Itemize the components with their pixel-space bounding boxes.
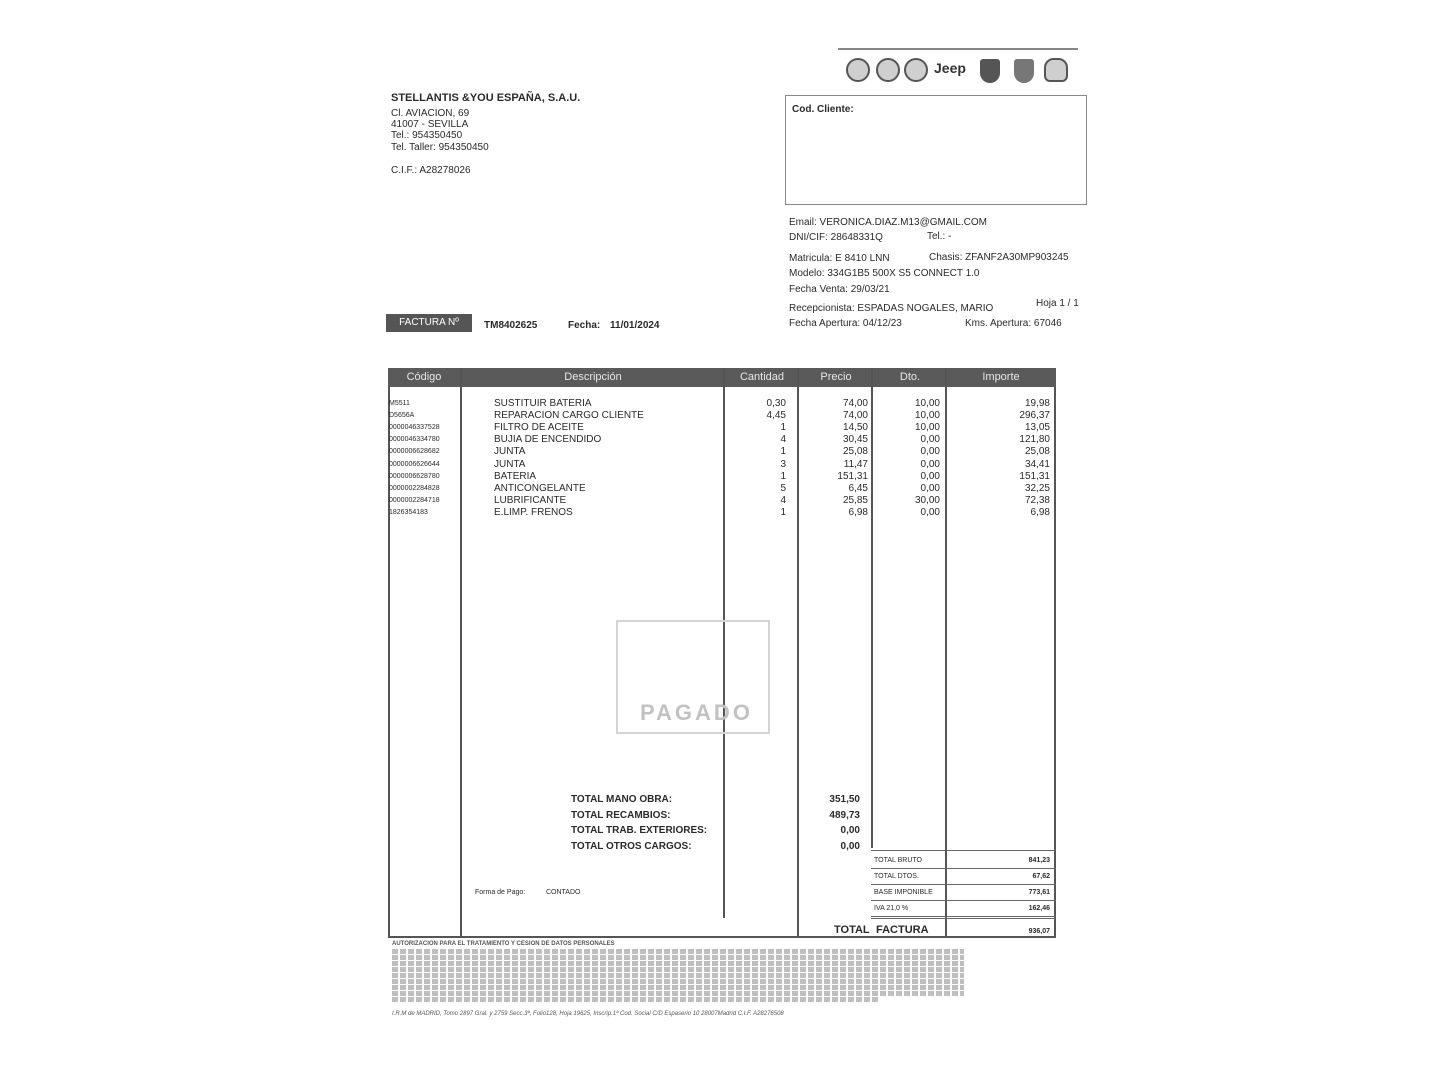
total-right-label: BASE IMPONIBLE <box>874 889 933 896</box>
cell-qty: 1 <box>780 422 786 434</box>
column-divider <box>871 368 873 848</box>
cell-amount: 296,37 <box>1019 410 1050 422</box>
column-divider <box>460 368 462 938</box>
cell-code: 0000006628780 <box>389 472 440 480</box>
payment-label: Forma de Pago: <box>475 889 526 896</box>
total-left-label: TOTAL RECAMBIOS: <box>571 809 671 821</box>
company-cif: C.I.F.: A28278026 <box>391 165 471 176</box>
total-right-value: 773,61 <box>1028 889 1050 896</box>
cell-dto: 10,00 <box>914 398 940 409</box>
company-city: 41007 - SEVILLA <box>391 119 469 130</box>
cell-amount: 72,38 <box>1024 494 1050 506</box>
total-right-label: TOTAL BRUTO <box>874 857 922 864</box>
header-descripcion: Descripción <box>564 371 622 383</box>
totals-row-divider <box>871 916 1056 917</box>
cell-dto: 30,00 <box>914 494 940 506</box>
total-left-value: 0,00 <box>840 825 860 836</box>
alfa-romeo-logo-icon <box>846 58 870 82</box>
lancia-logo-icon <box>980 59 1000 83</box>
cell-amount: 13,05 <box>1024 422 1050 434</box>
cell-qty: 0,30 <box>766 398 786 409</box>
cell-price: 6,98 <box>848 506 868 518</box>
cell-price: 25,85 <box>842 494 868 506</box>
invoice-date: 11/01/2024 <box>610 320 660 331</box>
cell-desc: ANTICONGELANTE <box>494 482 586 494</box>
table-header <box>388 368 1056 387</box>
column-divider <box>797 368 799 938</box>
cell-dto: 0,00 <box>920 506 940 518</box>
recepcionista: Recepcionista: ESPADAS NOGALES, MARIO <box>789 303 994 314</box>
total-left-value: 351,50 <box>829 794 860 805</box>
cell-qty: 3 <box>780 458 786 470</box>
totals-row-divider <box>871 900 1056 901</box>
cell-amount: 151,31 <box>1019 470 1050 482</box>
cell-amount: 19,98 <box>1024 398 1050 409</box>
total-label-a: TOTAL <box>834 924 870 936</box>
cell-code: 0000002284718 <box>389 496 440 504</box>
cell-desc: LUBRIFICANTE <box>494 494 567 506</box>
cell-dto: 10,00 <box>914 422 940 434</box>
header-importe: Importe <box>982 371 1020 383</box>
client-email: Email: VERONICA.DIAZ.M13@GMAIL.COM <box>789 217 987 228</box>
cell-amount: 121,80 <box>1019 434 1050 446</box>
cell-code: 0000046337528 <box>389 424 440 432</box>
cell-qty: 4 <box>780 434 786 446</box>
fecha-apertura: Fecha Apertura: 04/12/23 <box>789 318 902 329</box>
vehicle-matricula: Matricula: E 8410 LNN <box>789 253 890 264</box>
cell-amount: 25,08 <box>1024 446 1050 458</box>
fiat-logo-icon <box>876 58 900 82</box>
invoice-label: FACTURA Nº <box>386 314 472 332</box>
legal-text-lines <box>392 949 964 1002</box>
cell-price: 151,31 <box>837 470 868 482</box>
stamp-text: PAGADO <box>640 700 753 725</box>
total-left-label: TOTAL TRAB. EXTERIORES: <box>571 825 708 836</box>
column-divider <box>945 368 947 938</box>
legal-footer: I.R.M de MADRID, Tomo 2897 Gral. y 2759 Secc.3ª, Folio128, Hoja 19625, Inscrip.1ª Cod. Social C/D Espaserio 10 28007Madrid C.I.F. A28276508 <box>392 1011 784 1017</box>
cell-qty: 4 <box>780 494 786 506</box>
total-right-value: 162,46 <box>1028 905 1050 912</box>
client-code-label: Cod. Cliente: <box>792 104 854 115</box>
total-right-label: IVA 21,0 % <box>874 905 909 912</box>
cell-price: 25,08 <box>842 446 868 458</box>
cell-desc: FILTRO DE ACEITE <box>494 422 584 434</box>
cell-code: 1826354183 <box>389 508 428 516</box>
total-label-b: FACTURA <box>876 924 929 936</box>
total-right-label: TOTAL DTOS. <box>874 873 919 880</box>
cell-qty: 1 <box>780 446 786 458</box>
page-hoja: Hoja 1 / 1 <box>1036 298 1079 309</box>
abarth-shield-icon <box>1014 59 1034 83</box>
cell-price: 74,00 <box>842 398 868 409</box>
total-right-value: 67,62 <box>1032 873 1050 880</box>
total-right-value: 841,23 <box>1028 857 1050 864</box>
cell-amount: 32,25 <box>1024 482 1050 494</box>
cell-dto: 0,00 <box>920 434 940 446</box>
total-factura-value: 936,07 <box>1028 928 1050 935</box>
paid-stamp <box>612 612 792 732</box>
company-tel: Tel.: 954350450 <box>391 130 463 141</box>
totals-divider <box>871 850 1056 851</box>
client-dni: DNI/CIF: 28648331Q <box>789 232 883 243</box>
cell-qty: 4,45 <box>766 410 786 422</box>
cell-desc: BATERIA <box>494 470 537 482</box>
cell-price: 11,47 <box>843 458 868 470</box>
total-left-label: TOTAL MANO OBRA: <box>571 794 673 805</box>
company-tel-taller: Tel. Taller: 954350450 <box>391 142 489 153</box>
cell-code: 0000006628682 <box>389 448 440 456</box>
total-left-label: TOTAL OTROS CARGOS: <box>571 840 692 852</box>
cell-desc: JUNTA <box>494 458 526 470</box>
cell-price: 74,00 <box>842 410 868 422</box>
invoice-number: TM8402625 <box>484 320 538 331</box>
cell-qty: 5 <box>780 482 786 494</box>
company-address: Cl. AVIACION, 69 <box>391 108 470 119</box>
cell-code: M5511 <box>389 400 410 407</box>
maserati-logo-icon <box>1044 58 1068 82</box>
header-cantidad: Cantidad <box>739 371 785 383</box>
jeep-logo: Jeep <box>934 60 966 76</box>
brand-logos <box>838 48 1078 86</box>
invoice-date-label: Fecha: <box>568 320 601 331</box>
cell-desc: REPARACION CARGO CLIENTE <box>494 410 644 422</box>
client-tel: Tel.: - <box>927 231 952 242</box>
cell-dto: 0,00 <box>920 470 940 482</box>
cell-code: 0000002284828 <box>389 484 440 492</box>
cell-desc: E.LIMP. FRENOS <box>494 506 573 518</box>
legal-section <box>392 940 964 1018</box>
cell-desc: SUSTITUIR BATERIA <box>494 398 592 409</box>
totals-row-divider <box>871 868 1056 869</box>
vehicle-modelo: Modelo: 334G1B5 500X S5 CONNECT 1.0 <box>789 268 980 279</box>
cell-desc: JUNTA <box>494 446 526 458</box>
cell-code: 0000006626644 <box>389 460 440 468</box>
cell-dto: 0,00 <box>920 482 940 494</box>
totals-row-divider <box>871 884 1056 885</box>
cell-amount: 6,98 <box>1030 506 1050 518</box>
cell-price: 6,45 <box>848 482 868 494</box>
cell-dto: 0,00 <box>920 446 940 458</box>
kms-apertura: Kms. Apertura: 67046 <box>965 318 1062 329</box>
cell-code: D5656A <box>389 412 415 420</box>
cell-amount: 34,41 <box>1024 458 1050 470</box>
cell-code: 0000046334780 <box>389 436 440 444</box>
cell-desc: BUJIA DE ENCENDIDO <box>494 434 602 446</box>
cell-dto: 0,00 <box>920 458 940 470</box>
totals-divider <box>871 918 1056 919</box>
legal-title: AUTORIZACION PARA EL TRATAMIENTO Y CESION DE DATOS PERSONALES <box>392 941 615 947</box>
payment-value: CONTADO <box>546 889 581 896</box>
cell-qty: 1 <box>780 506 786 518</box>
company-name: STELLANTIS &YOU ESPAÑA, S.A.U. <box>391 92 581 104</box>
vehicle-fecha-venta: Fecha Venta: 29/03/21 <box>789 284 890 295</box>
abarth-logo-icon <box>904 58 928 82</box>
vehicle-chasis: Chasis: ZFANF2A30MP903245 <box>929 252 1069 263</box>
header-codigo: Código <box>406 371 442 383</box>
cell-qty: 1 <box>780 470 786 482</box>
total-left-value: 489,73 <box>829 809 860 821</box>
header-dto: Dto. <box>899 371 921 383</box>
cell-price: 30,45 <box>842 434 868 446</box>
total-left-value: 0,00 <box>840 840 860 852</box>
header-precio: Precio <box>820 371 852 383</box>
cell-dto: 10,00 <box>914 410 940 422</box>
cell-price: 14,50 <box>842 422 868 434</box>
